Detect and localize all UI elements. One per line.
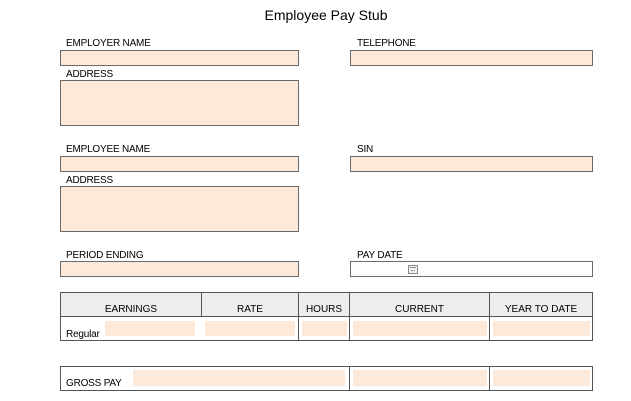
telephone-label: TELEPHONE bbox=[357, 38, 416, 49]
regular-ytd-field[interactable] bbox=[493, 321, 590, 336]
gross-pay-field[interactable] bbox=[133, 370, 345, 386]
table-divider bbox=[489, 317, 490, 341]
pay-date-field[interactable] bbox=[350, 261, 593, 277]
table-divider bbox=[298, 317, 299, 341]
sin-label: SIN bbox=[357, 144, 374, 155]
calendar-icon[interactable] bbox=[408, 265, 418, 274]
employee-address-label: ADDRESS bbox=[66, 175, 113, 186]
hours-header: HOURS bbox=[299, 293, 350, 317]
employer-name-label: EMPLOYER NAME bbox=[66, 38, 151, 49]
sin-field[interactable] bbox=[350, 156, 593, 172]
employer-name-field[interactable] bbox=[60, 50, 299, 66]
gross-pay-label: GROSS PAY bbox=[66, 378, 122, 389]
regular-label: Regular bbox=[66, 329, 100, 340]
current-header: CURRENT bbox=[350, 293, 490, 317]
table-divider bbox=[349, 367, 350, 390]
table-divider bbox=[349, 317, 350, 341]
telephone-field[interactable] bbox=[350, 50, 593, 66]
earnings-header: EARNINGS bbox=[61, 293, 202, 317]
table-divider bbox=[489, 367, 490, 390]
year-to-date-header: YEAR TO DATE bbox=[490, 293, 592, 317]
regular-rate-field[interactable] bbox=[205, 321, 295, 336]
employer-address-label: ADDRESS bbox=[66, 69, 113, 80]
gross-pay-ytd-field[interactable] bbox=[493, 370, 590, 386]
regular-earnings-field[interactable] bbox=[105, 321, 195, 336]
period-ending-field[interactable] bbox=[60, 261, 299, 277]
regular-hours-field[interactable] bbox=[302, 321, 347, 336]
pay-date-label: PAY DATE bbox=[357, 250, 403, 261]
gross-pay-current-field[interactable] bbox=[353, 370, 487, 386]
regular-current-field[interactable] bbox=[353, 321, 487, 336]
employer-address-field[interactable] bbox=[60, 80, 299, 126]
period-ending-label: PERIOD ENDING bbox=[66, 250, 144, 261]
rate-header: RATE bbox=[202, 293, 299, 317]
employee-address-field[interactable] bbox=[60, 186, 299, 232]
page-title: Employee Pay Stub bbox=[264, 7, 388, 23]
employee-name-label: EMPLOYEE NAME bbox=[66, 144, 151, 155]
employee-name-field[interactable] bbox=[60, 156, 299, 172]
